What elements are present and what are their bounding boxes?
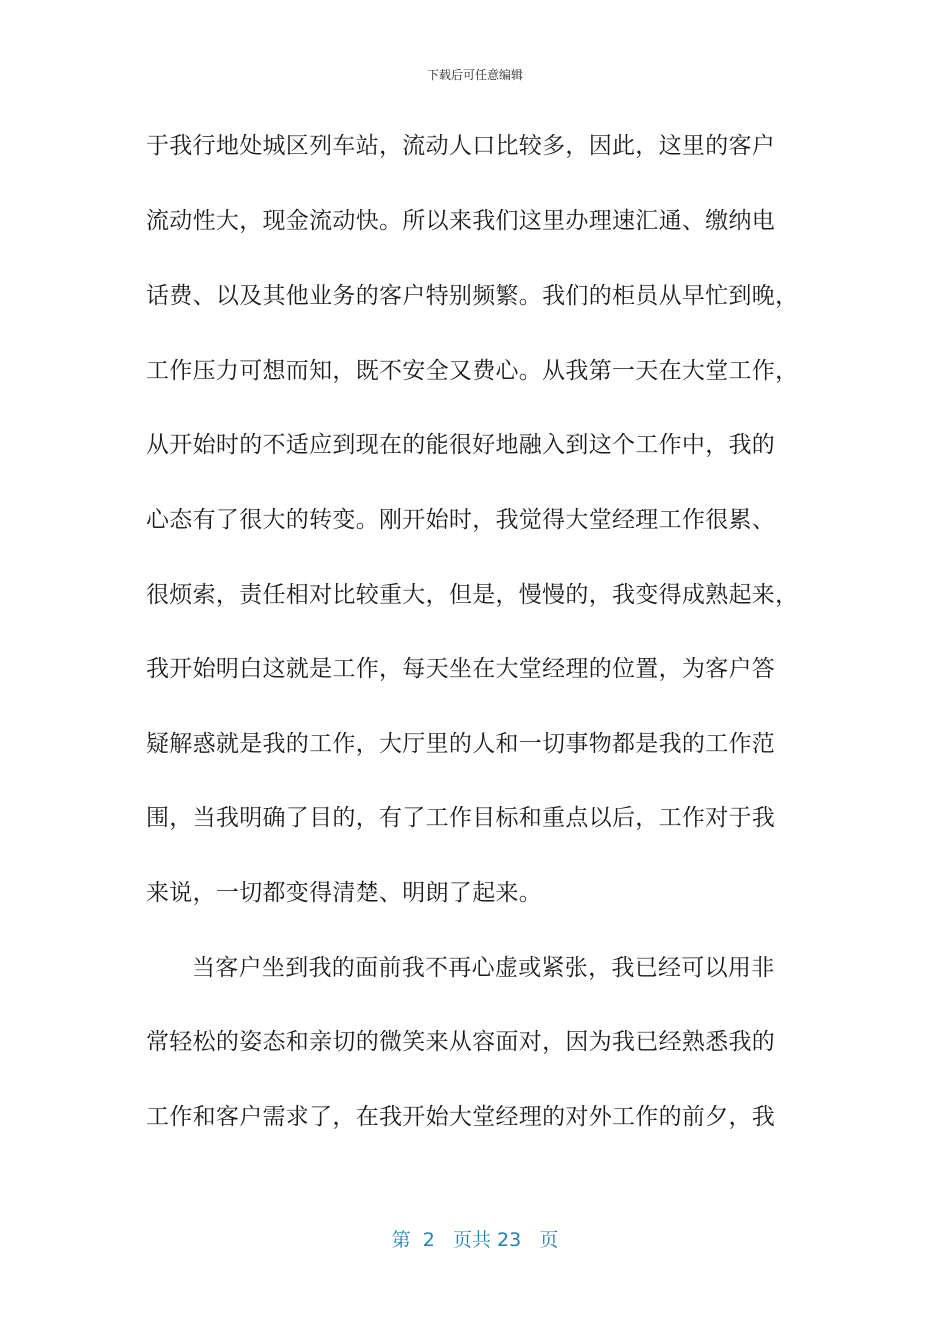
footer-prefix: 第 — [391, 1229, 411, 1251]
current-page-number: 2 — [422, 1229, 435, 1251]
footer-suffix: 页 — [539, 1229, 559, 1251]
page-header: 下载后可任意编辑 — [426, 68, 523, 82]
body-line: 话费、以及其他业务的客户特别频繁。我们的柜员从早忙到晚， — [146, 283, 799, 309]
body-line: 常轻松的姿态和亲切的微笑来从容面对，因为我已经熟悉我的 — [146, 1029, 776, 1055]
body-line: 流动性大，现金流动快。所以来我们这里办理速汇通、缴纳电 — [146, 208, 776, 234]
total-pages: 23 — [497, 1229, 522, 1251]
body-line-indented: 当客户坐到我的面前我不再心虚或紧张，我已经可以用非 — [192, 955, 775, 981]
body-line: 很烦索，责任相对比较重大，但是，慢慢的，我变得成熟起来， — [146, 582, 799, 608]
body-line: 心态有了很大的转变。刚开始时，我觉得大堂经理工作很累、 — [146, 507, 776, 533]
body-line: 从开始时的不适应到现在的能很好地融入到这个工作中，我的 — [146, 432, 776, 458]
body-line: 我开始明白这就是工作，每天坐在大堂经理的位置，为客户答 — [146, 656, 776, 682]
footer-middle: 页共 — [452, 1229, 491, 1251]
body-line: 工作和客户需求了，在我开始大堂经理的对外工作的前夕，我 — [146, 1104, 776, 1130]
page-footer — [0, 1225, 950, 1252]
body-line: 工作压力可想而知，既不安全又费心。从我第一天在大堂工作， — [146, 358, 799, 384]
body-line: 围，当我明确了目的，有了工作目标和重点以后，工作对于我 — [146, 805, 776, 831]
body-line: 来说，一切都变得清楚、明朗了起来。 — [146, 880, 543, 906]
body-line: 于我行地处城区列车站，流动人口比较多，因此，这里的客户 — [146, 133, 776, 159]
body-line: 疑解惑就是我的工作，大厅里的人和一切事物都是我的工作范 — [146, 731, 776, 757]
